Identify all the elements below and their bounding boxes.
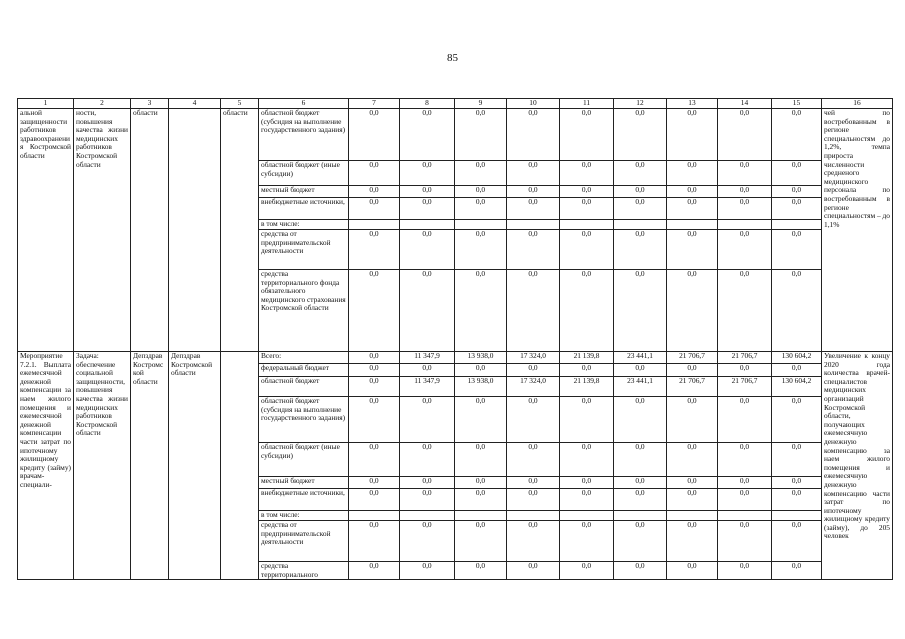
amount-cell: 0,0 <box>560 521 614 562</box>
amount-cell: 11 347,9 <box>400 377 455 397</box>
amount-cell <box>560 511 614 521</box>
column-number: 2 <box>74 99 131 109</box>
amount-cell: 0,0 <box>772 230 822 270</box>
amount-cell: 0,0 <box>455 521 507 562</box>
amount-cell: 0,0 <box>614 186 667 198</box>
funding-source: средства от предпринимательской деятельности <box>259 521 349 562</box>
amount-cell: 0,0 <box>772 489 822 511</box>
amount-cell: 11 347,9 <box>400 352 455 364</box>
amount-cell: 0,0 <box>772 397 822 443</box>
funding-source: областной бюджет (субсидия на выполнение государственного задания) <box>259 109 349 161</box>
amount-cell: 0,0 <box>718 161 772 186</box>
amount-cell: 0,0 <box>718 186 772 198</box>
amount-cell: 0,0 <box>400 521 455 562</box>
amount-cell: 0,0 <box>400 109 455 161</box>
amount-cell: 0,0 <box>718 443 772 477</box>
amount-cell: 0,0 <box>614 270 667 352</box>
amount-cell: 21 706,7 <box>718 352 772 364</box>
block2-col2: Задача: обеспечение социальной защищенности, повышения качества жизни медицинских работников Костромской области <box>74 352 131 580</box>
amount-cell: 0,0 <box>614 489 667 511</box>
column-number-row <box>18 99 893 109</box>
funding-source: внебюджетные источники, <box>259 489 349 511</box>
amount-cell: 21 706,7 <box>718 377 772 397</box>
amount-cell: 0,0 <box>400 443 455 477</box>
column-number: 11 <box>560 99 614 109</box>
amount-cell: 0,0 <box>400 477 455 489</box>
amount-cell: 0,0 <box>349 230 400 270</box>
amount-cell: 0,0 <box>349 352 400 364</box>
block1-col3: области <box>131 109 169 352</box>
column-number: 16 <box>822 99 893 109</box>
amount-cell: 0,0 <box>349 489 400 511</box>
amount-cell: 0,0 <box>614 364 667 377</box>
amount-cell: 0,0 <box>349 109 400 161</box>
amount-cell: 0,0 <box>507 270 560 352</box>
amount-cell: 0,0 <box>507 161 560 186</box>
table-row <box>18 109 893 161</box>
amount-cell: 0,0 <box>400 364 455 377</box>
amount-cell: 0,0 <box>349 364 400 377</box>
amount-cell: 0,0 <box>400 230 455 270</box>
block2-col1: Мероприятие 7.2.1. Выплата ежемесячной денежной компенсации за наем жилого помещения и ежемесячной денежной компенсации части затрат по ипотечному жилищному кредиту (займу) врачам-специали- <box>18 352 74 580</box>
amount-cell: 0,0 <box>400 489 455 511</box>
amount-cell: 0,0 <box>718 562 772 580</box>
amount-cell: 0,0 <box>455 443 507 477</box>
amount-cell <box>560 220 614 230</box>
amount-cell <box>667 220 718 230</box>
block2-result: Увеличение к концу 2020 года количества врачей-специалистов медицинских организаций Костромской области, получающих ежемесячную денежную компенсацию за наем жилого помещения и ежемесячную денежную компенсацию части затрат по ипотечному жилищному кредиту (займу), до 205 человек <box>822 352 893 580</box>
amount-cell: 0,0 <box>772 562 822 580</box>
amount-cell: 0,0 <box>349 521 400 562</box>
table-row <box>18 352 893 364</box>
amount-cell: 0,0 <box>560 198 614 220</box>
funding-source: средства от предпринимательской деятельности <box>259 230 349 270</box>
column-number: 7 <box>349 99 400 109</box>
amount-cell: 0,0 <box>614 562 667 580</box>
amount-cell <box>667 511 718 521</box>
amount-cell: 0,0 <box>455 270 507 352</box>
amount-cell: 0,0 <box>718 521 772 562</box>
column-number: 12 <box>614 99 667 109</box>
funding-source: областной бюджет (иные субсидии) <box>259 161 349 186</box>
funding-source: федеральный бюджет <box>259 364 349 377</box>
funding-source: в том числе: <box>259 220 349 230</box>
amount-cell: 21 139,8 <box>560 352 614 364</box>
amount-cell: 0,0 <box>614 443 667 477</box>
amount-cell <box>349 511 400 521</box>
amount-cell: 0,0 <box>507 562 560 580</box>
amount-cell: 0,0 <box>614 109 667 161</box>
amount-cell: 0,0 <box>455 489 507 511</box>
amount-cell: 130 604,2 <box>772 352 822 364</box>
amount-cell <box>507 511 560 521</box>
amount-cell: 0,0 <box>455 397 507 443</box>
amount-cell: 0,0 <box>400 562 455 580</box>
amount-cell: 0,0 <box>718 489 772 511</box>
amount-cell: 0,0 <box>349 443 400 477</box>
amount-cell: 0,0 <box>455 186 507 198</box>
block1-col5: области <box>221 109 259 352</box>
amount-cell: 0,0 <box>400 270 455 352</box>
column-number: 4 <box>169 99 221 109</box>
amount-cell: 0,0 <box>667 489 718 511</box>
column-number: 13 <box>667 99 718 109</box>
amount-cell: 0,0 <box>507 477 560 489</box>
amount-cell: 0,0 <box>614 198 667 220</box>
amount-cell: 0,0 <box>614 230 667 270</box>
funding-source: областной бюджет (субсидия на выполнение государственного задания) <box>259 397 349 443</box>
amount-cell: 0,0 <box>455 477 507 489</box>
column-number: 1 <box>18 99 74 109</box>
amount-cell: 0,0 <box>718 230 772 270</box>
column-number: 9 <box>455 99 507 109</box>
amount-cell: 0,0 <box>614 161 667 186</box>
amount-cell: 0,0 <box>667 477 718 489</box>
amount-cell: 0,0 <box>718 477 772 489</box>
block2-col5 <box>221 352 259 580</box>
amount-cell: 0,0 <box>560 109 614 161</box>
block1-col1: альной защищенности работников здравоохранения Костромской области <box>18 109 74 352</box>
amount-cell <box>400 511 455 521</box>
amount-cell: 17 324,0 <box>507 352 560 364</box>
amount-cell <box>614 511 667 521</box>
amount-cell: 0,0 <box>667 364 718 377</box>
amount-cell <box>772 511 822 521</box>
amount-cell: 0,0 <box>349 161 400 186</box>
amount-cell: 0,0 <box>667 186 718 198</box>
budget-table <box>17 98 893 580</box>
amount-cell: 0,0 <box>400 397 455 443</box>
amount-cell <box>772 220 822 230</box>
funding-source: областной бюджет (иные субсидии) <box>259 443 349 477</box>
amount-cell: 0,0 <box>507 443 560 477</box>
amount-cell: 21 706,7 <box>667 377 718 397</box>
amount-cell: 0,0 <box>507 397 560 443</box>
amount-cell: 0,0 <box>507 109 560 161</box>
amount-cell: 0,0 <box>560 161 614 186</box>
block1-col4 <box>169 109 221 352</box>
amount-cell: 0,0 <box>667 443 718 477</box>
amount-cell: 0,0 <box>560 230 614 270</box>
amount-cell: 0,0 <box>772 161 822 186</box>
amount-cell: 0,0 <box>349 198 400 220</box>
amount-cell: 0,0 <box>667 397 718 443</box>
amount-cell: 0,0 <box>667 230 718 270</box>
amount-cell: 0,0 <box>667 161 718 186</box>
amount-cell <box>455 220 507 230</box>
amount-cell: 0,0 <box>560 562 614 580</box>
amount-cell: 0,0 <box>560 397 614 443</box>
funding-source: средства территориального <box>259 562 349 580</box>
amount-cell: 0,0 <box>667 562 718 580</box>
amount-cell: 0,0 <box>718 364 772 377</box>
amount-cell: 0,0 <box>560 489 614 511</box>
block2-col3: Депздрав Костромской области <box>131 352 169 580</box>
column-number: 5 <box>221 99 259 109</box>
amount-cell: 0,0 <box>772 521 822 562</box>
amount-cell: 0,0 <box>772 198 822 220</box>
amount-cell: 0,0 <box>507 230 560 270</box>
amount-cell: 0,0 <box>772 364 822 377</box>
funding-source: средства территориального фонда обязательного медицинского страхования Костромской области <box>259 270 349 352</box>
amount-cell: 0,0 <box>560 186 614 198</box>
amount-cell: 0,0 <box>349 270 400 352</box>
amount-cell: 0,0 <box>455 109 507 161</box>
amount-cell: 0,0 <box>507 521 560 562</box>
amount-cell: 21 139,8 <box>560 377 614 397</box>
amount-cell <box>718 220 772 230</box>
amount-cell: 0,0 <box>507 198 560 220</box>
amount-cell: 0,0 <box>667 109 718 161</box>
amount-cell: 0,0 <box>400 198 455 220</box>
amount-cell: 0,0 <box>667 198 718 220</box>
amount-cell: 0,0 <box>772 477 822 489</box>
amount-cell: 0,0 <box>772 270 822 352</box>
amount-cell: 0,0 <box>400 186 455 198</box>
amount-cell <box>455 511 507 521</box>
amount-cell: 13 938,0 <box>455 377 507 397</box>
amount-cell: 21 706,7 <box>667 352 718 364</box>
amount-cell: 0,0 <box>349 562 400 580</box>
column-number: 8 <box>400 99 455 109</box>
funding-source: местный бюджет <box>259 186 349 198</box>
amount-cell: 0,0 <box>507 364 560 377</box>
amount-cell: 0,0 <box>772 109 822 161</box>
funding-source: внебюджетные источники, <box>259 198 349 220</box>
amount-cell: 23 441,1 <box>614 377 667 397</box>
page-number: 85 <box>447 52 458 64</box>
amount-cell: 0,0 <box>349 377 400 397</box>
amount-cell: 0,0 <box>455 198 507 220</box>
amount-cell: 23 441,1 <box>614 352 667 364</box>
amount-cell: 0,0 <box>560 364 614 377</box>
funding-source: Всего: <box>259 352 349 364</box>
amount-cell <box>400 220 455 230</box>
amount-cell: 0,0 <box>667 521 718 562</box>
amount-cell: 0,0 <box>772 443 822 477</box>
amount-cell: 0,0 <box>349 186 400 198</box>
amount-cell: 0,0 <box>560 443 614 477</box>
column-number: 10 <box>507 99 560 109</box>
block2-col4: Депздрав Костромской области <box>169 352 221 580</box>
amount-cell <box>507 220 560 230</box>
amount-cell: 0,0 <box>455 230 507 270</box>
amount-cell: 0,0 <box>349 477 400 489</box>
amount-cell: 0,0 <box>718 198 772 220</box>
amount-cell: 130 604,2 <box>772 377 822 397</box>
amount-cell: 17 324,0 <box>507 377 560 397</box>
amount-cell <box>614 220 667 230</box>
block1-col2: ности, повышения качества жизни медицинских работников Костромской области <box>74 109 131 352</box>
block1-result: чей по востребованным в регионе специальностям до 1,2%, темпа прироста численности средненого медицинского персонала по востребованным в регионе специальностям – до 1,1% <box>822 109 893 352</box>
amount-cell: 0,0 <box>614 521 667 562</box>
amount-cell: 0,0 <box>560 270 614 352</box>
amount-cell: 0,0 <box>614 397 667 443</box>
amount-cell: 0,0 <box>614 477 667 489</box>
amount-cell: 0,0 <box>718 397 772 443</box>
amount-cell: 0,0 <box>507 186 560 198</box>
funding-source: в том числе: <box>259 511 349 521</box>
amount-cell <box>349 220 400 230</box>
column-number: 6 <box>259 99 349 109</box>
amount-cell: 13 938,0 <box>455 352 507 364</box>
column-number: 14 <box>718 99 772 109</box>
amount-cell: 0,0 <box>560 477 614 489</box>
amount-cell: 0,0 <box>455 161 507 186</box>
amount-cell: 0,0 <box>718 109 772 161</box>
amount-cell: 0,0 <box>455 364 507 377</box>
amount-cell: 0,0 <box>772 186 822 198</box>
amount-cell: 0,0 <box>455 562 507 580</box>
column-number: 15 <box>772 99 822 109</box>
amount-cell: 0,0 <box>718 270 772 352</box>
amount-cell: 0,0 <box>667 270 718 352</box>
amount-cell: 0,0 <box>400 161 455 186</box>
amount-cell <box>718 511 772 521</box>
column-number: 3 <box>131 99 169 109</box>
funding-source: областной бюджет <box>259 377 349 397</box>
amount-cell: 0,0 <box>349 397 400 443</box>
funding-source: местный бюджет <box>259 477 349 489</box>
amount-cell: 0,0 <box>507 489 560 511</box>
